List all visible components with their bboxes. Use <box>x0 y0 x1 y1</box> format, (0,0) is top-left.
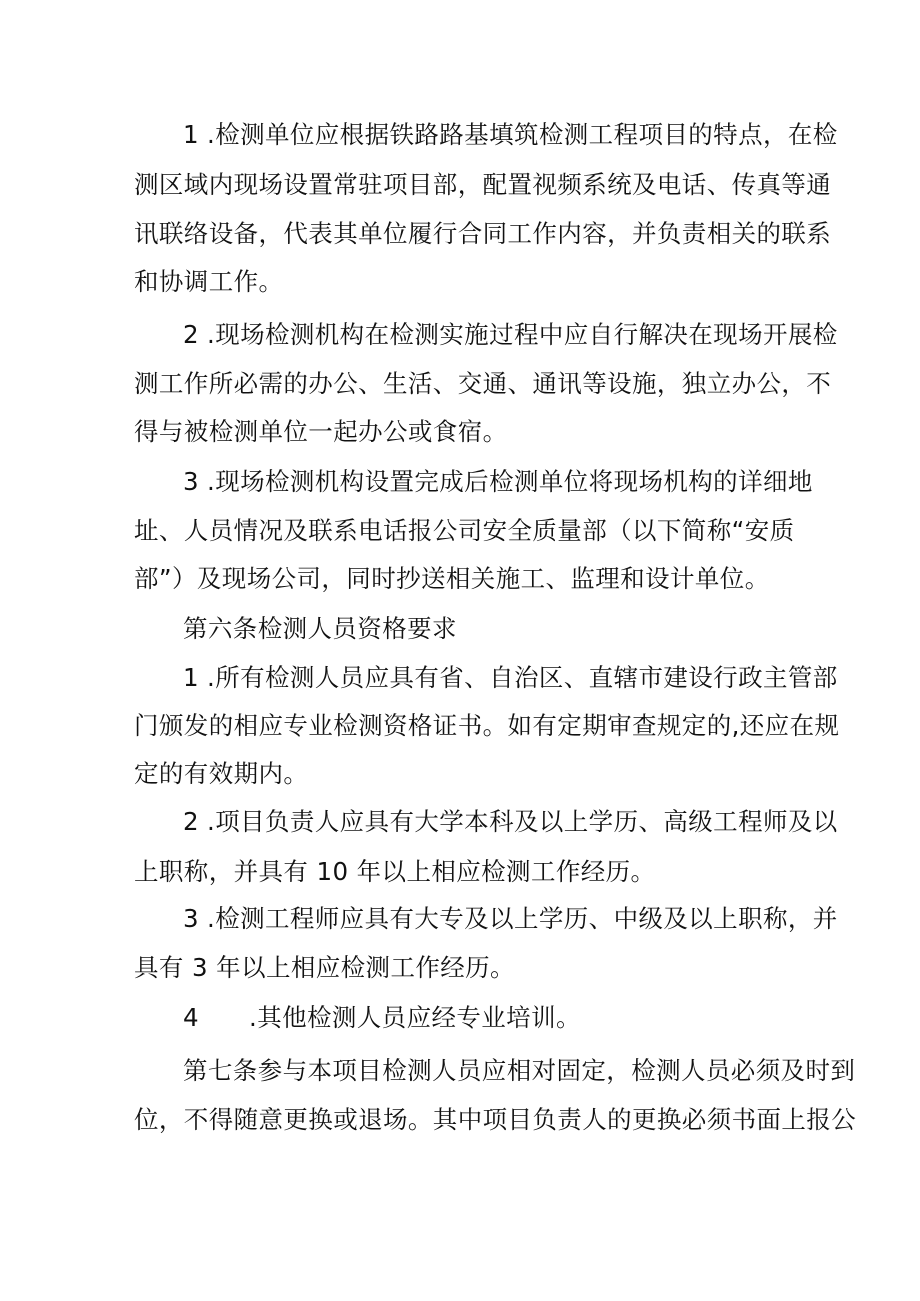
para3-text: .现场检测机构设置完成后检测单位将现场机构的详细地 <box>207 467 813 496</box>
req3-line-1 <box>183 902 838 936</box>
req3-text: .检测工程师应具有大专及以上学历、中级及以上职称，并 <box>207 904 838 933</box>
para1-line-1 <box>183 118 838 152</box>
req1-line-3: 定的有效期内。 <box>134 759 309 788</box>
req2-number: 2 <box>183 807 199 836</box>
article6-title: 第六条检测人员资格要求 <box>183 614 457 643</box>
req4-text: .其他检测人员应经专业培训。 <box>249 1003 581 1032</box>
para3-line-2: 址、人员情况及联系电话报公司安全质量部（以下简称“安质 <box>134 516 795 545</box>
req2-line-1 <box>183 805 838 839</box>
article7-line-1: 第七条参与本项目检测人员应相对固定，检测人员必须及时到 <box>183 1056 856 1085</box>
para2-line-3: 得与被检测单位一起办公或食宿。 <box>134 417 508 446</box>
req1-line-1 <box>183 661 838 695</box>
req1-line-2: 门颁发的相应专业检测资格证书。如有定期审查规定的,还应在规 <box>134 711 840 740</box>
para1-line-3: 讯联络设备，代表其单位履行合同工作内容，并负责相关的联系 <box>134 219 832 248</box>
article7-line-2: 位，不得随意更换或退场。其中项目负责人的更换必须书面上报公 <box>134 1105 857 1134</box>
para2-text: .现场检测机构在检测实施过程中应自行解决在现场开展检 <box>207 320 838 349</box>
para2-line-1 <box>183 318 838 352</box>
req2-text: .项目负责人应具有大学本科及以上学历、高级工程师及以 <box>207 807 838 836</box>
req3-number: 3 <box>183 904 199 933</box>
para2-line-2: 测工作所必需的办公、生活、交通、通讯等设施，独立办公，不 <box>134 369 832 398</box>
para3-line-1 <box>183 465 813 499</box>
para3-line-3: 部”）及现场公司，同时抄送相关施工、监理和设计单位。 <box>134 564 770 593</box>
req4-line <box>183 1001 581 1035</box>
para1-text: .检测单位应根据铁路路基填筑检测工程项目的特点，在检 <box>207 120 838 149</box>
para1-line-4: 和协调工作。 <box>134 267 284 296</box>
para1-line-2: 测区域内现场设置常驻项目部，配置视频系统及电话、传真等通 <box>134 170 832 199</box>
req3-line-2: 具有 3 年以上相应检测工作经历。 <box>134 953 515 982</box>
para1-number: 1 <box>183 120 199 149</box>
para2-number: 2 <box>183 320 199 349</box>
req4-number: 4 <box>183 1003 199 1032</box>
req2-line-2: 上职称，并具有 10 年以上相应检测工作经历。 <box>134 857 656 886</box>
req1-number: 1 <box>183 663 199 692</box>
req1-text: .所有检测人员应具有省、自治区、直辖市建设行政主管部 <box>207 663 838 692</box>
para3-number: 3 <box>183 467 199 496</box>
